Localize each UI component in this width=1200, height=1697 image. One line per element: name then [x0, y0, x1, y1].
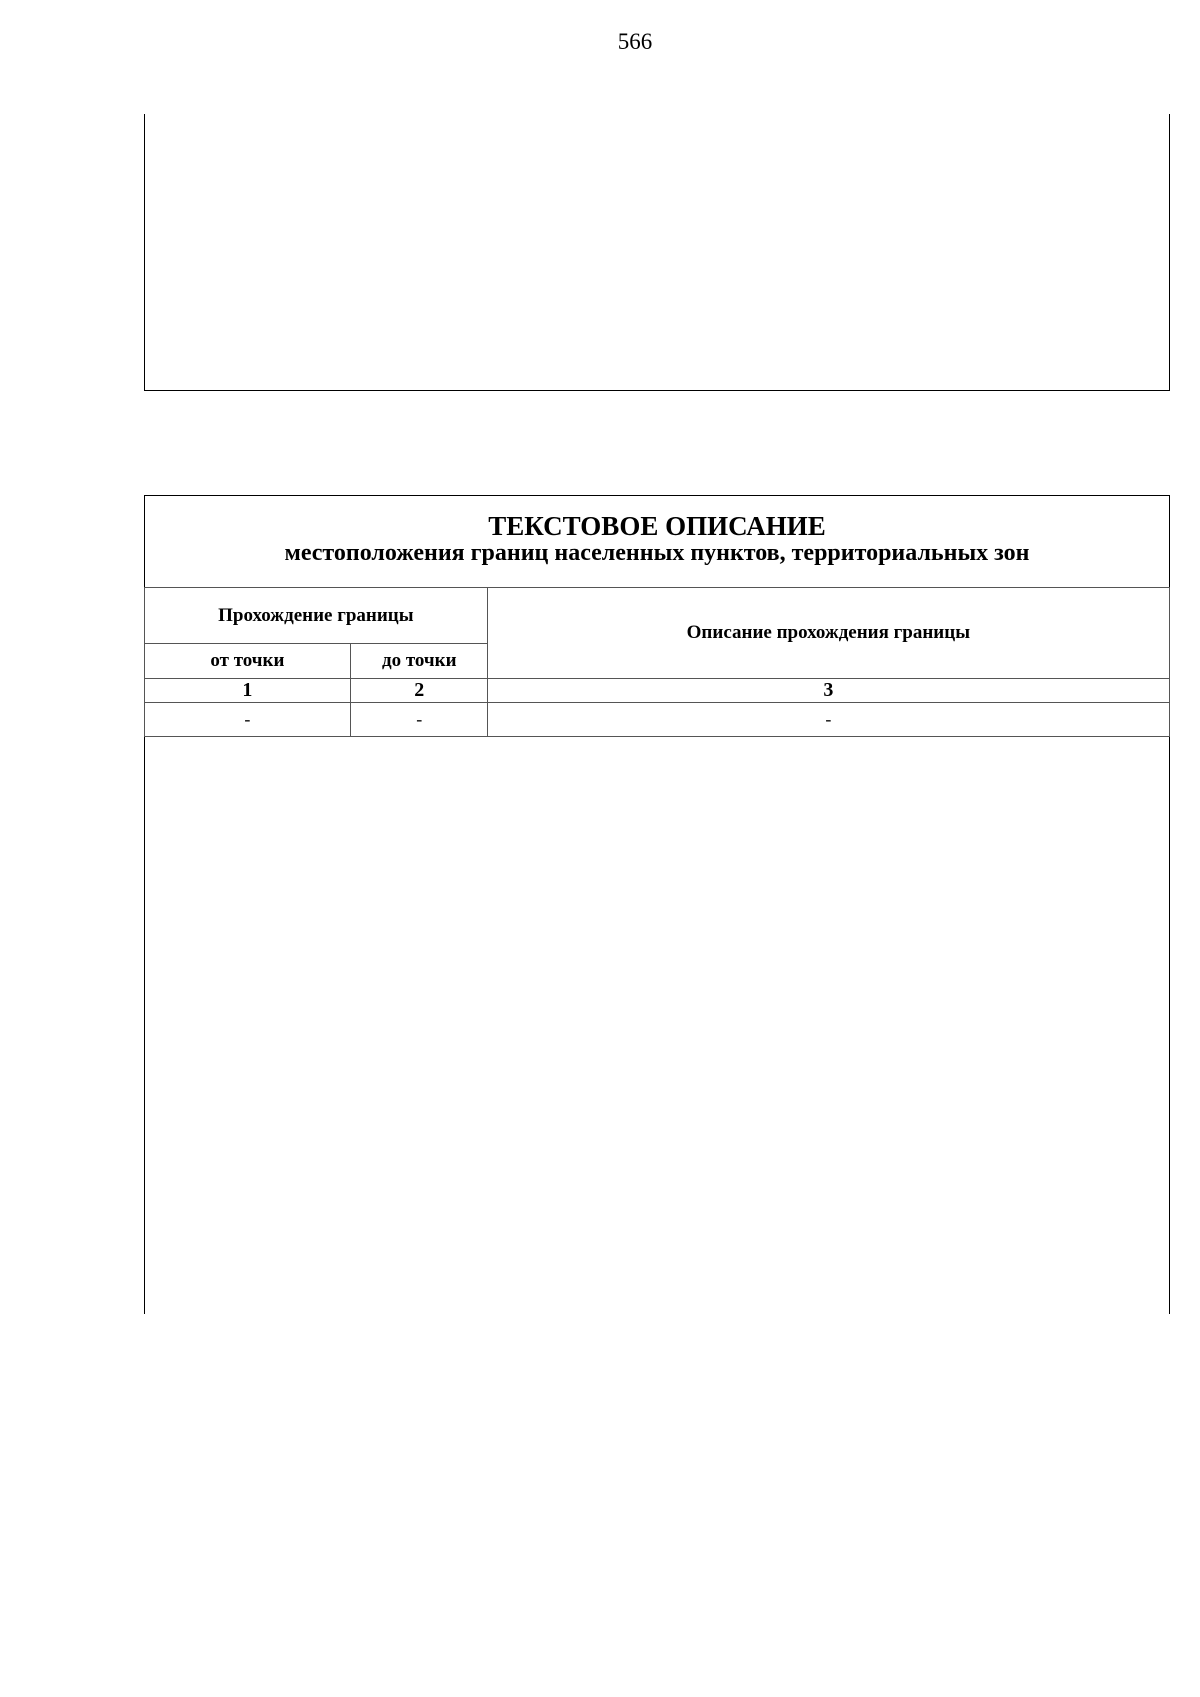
to-point-cell: -: [351, 703, 488, 737]
document-title: ТЕКСТОВОЕ ОПИСАНИЕ: [488, 511, 826, 541]
header-row-top: [144, 588, 1169, 644]
description-header: Описание прохождения границы: [488, 588, 1169, 679]
to-point-header: до точки: [351, 644, 488, 679]
document-subtitle: местоположения границ населенных пунктов, территориальных зон: [284, 540, 1030, 566]
column-number-row: [144, 679, 1169, 703]
column-number: 3: [488, 679, 1169, 703]
page-number: 566: [617, 29, 653, 54]
title-block: [145, 496, 1169, 587]
upper-frame: [144, 114, 1170, 391]
table-row: [144, 703, 1169, 737]
boundary-passage-header: Прохождение границы: [144, 588, 488, 644]
from-point-header: от точки: [144, 644, 351, 679]
column-number: 2: [351, 679, 488, 703]
boundary-table: [144, 587, 1170, 737]
column-number: 1: [144, 679, 351, 703]
from-point-cell: -: [144, 703, 351, 737]
description-frame: [144, 495, 1170, 1314]
description-cell: -: [488, 703, 1169, 737]
